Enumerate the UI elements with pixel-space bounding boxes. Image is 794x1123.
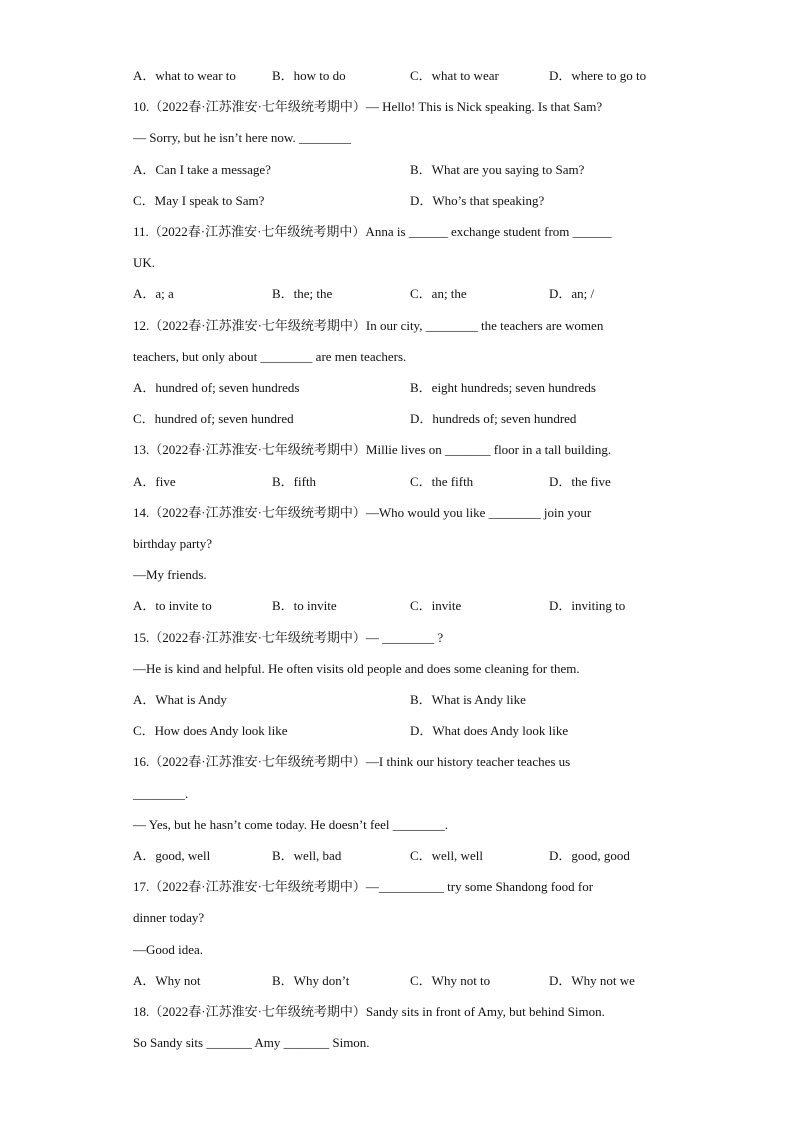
answer-options-row bbox=[133, 690, 663, 710]
answer-option: C．well, well bbox=[410, 848, 483, 863]
question-text-line: 14.（2022春·江苏淮安·七年级统考期中）—Who would you like ________ join your bbox=[133, 504, 592, 520]
question-text-line: 11.（2022春·江苏淮安·七年级统考期中）Anna is ______ exchange student from ______ bbox=[133, 224, 612, 239]
question-text-line: 13.（2022春·江苏淮安·七年级统考期中）Millie lives on _______ floor in a tall building. bbox=[133, 442, 612, 458]
answer-option: A．Can I take a message? bbox=[133, 161, 271, 177]
answer-options-row bbox=[133, 721, 663, 741]
question-text-line: teachers, but only about ________ are men teachers. bbox=[133, 348, 407, 364]
answer-option: D．where to go to bbox=[549, 68, 647, 83]
answer-option: B．eight hundreds; seven hundreds bbox=[410, 380, 596, 395]
question-text-line: 10.（2022春·江苏淮安·七年级统考期中）— Hello! This is Nick speaking. Is that Sam? bbox=[133, 99, 603, 115]
answer-option: D．good, good bbox=[549, 848, 630, 863]
answer-option: A．hundred of; seven hundreds bbox=[133, 380, 300, 395]
answer-option: D．the five bbox=[549, 473, 611, 489]
answer-option: C．hundred of; seven hundred bbox=[133, 411, 294, 427]
answer-option: B．Why don’t bbox=[272, 972, 350, 988]
answer-option: C．what to wear bbox=[410, 68, 499, 83]
question-text-line: —He is kind and helpful. He often visits old people and does some cleaning for them. bbox=[133, 660, 580, 676]
answer-option: A．Why not bbox=[133, 972, 201, 988]
question-text-line: 15.（2022春·江苏淮安·七年级统考期中）— ________ ? bbox=[133, 629, 444, 645]
question-text-line: So Sandy sits _______ Amy _______ Simon. bbox=[133, 1035, 370, 1051]
answer-option: A．What is Andy bbox=[133, 692, 227, 707]
answer-options-row bbox=[133, 596, 663, 616]
answer-options-row bbox=[133, 971, 663, 991]
answer-option: A．five bbox=[133, 473, 176, 489]
answer-option: D．Why not we bbox=[549, 972, 635, 988]
answer-option: B．to invite bbox=[272, 598, 337, 614]
answer-option: D．an; / bbox=[549, 286, 595, 302]
question-text-line: —Good idea. bbox=[133, 941, 204, 957]
answer-option: C．Why not to bbox=[410, 972, 491, 988]
answer-option: B．the; the bbox=[272, 286, 333, 302]
answer-option: B．how to do bbox=[272, 68, 346, 83]
question-text-line: 18.（2022春·江苏淮安·七年级统考期中）Sandy sits in front of Amy, but behind Simon. bbox=[133, 1004, 605, 1019]
answer-option: C．May I speak to Sam? bbox=[133, 192, 265, 208]
question-text-line: — Sorry, but he isn’t here now. ________ bbox=[133, 130, 351, 146]
answer-options-row bbox=[133, 160, 663, 180]
answer-option: B．fifth bbox=[272, 473, 317, 489]
answer-option: C．invite bbox=[410, 598, 462, 614]
answer-option: C．the fifth bbox=[410, 473, 474, 489]
answer-option: C．an; the bbox=[410, 286, 467, 302]
answer-option: A．to invite to bbox=[133, 598, 212, 614]
answer-options-row bbox=[133, 472, 663, 492]
question-text-line: 16.（2022春·江苏淮安·七年级统考期中）—I think our history teacher teaches us bbox=[133, 754, 571, 770]
answer-options-row bbox=[133, 284, 663, 304]
question-text-line: — Yes, but he hasn’t come today. He doesn’t feel ________. bbox=[133, 816, 448, 832]
answer-options-row bbox=[133, 66, 663, 86]
answer-options-row bbox=[133, 846, 663, 866]
answer-options-row bbox=[133, 378, 663, 398]
question-text-line: dinner today? bbox=[133, 910, 205, 926]
answer-option: B．well, bad bbox=[272, 848, 342, 863]
answer-option: B．What are you saying to Sam? bbox=[410, 161, 585, 177]
answer-option: D．What does Andy look like bbox=[410, 723, 569, 739]
answer-option: A．good, well bbox=[133, 848, 211, 863]
answer-option: D．Who’s that speaking? bbox=[410, 192, 545, 208]
answer-option: D．inviting to bbox=[549, 598, 626, 614]
answer-option: B．What is Andy like bbox=[410, 692, 526, 707]
answer-options-row bbox=[133, 191, 663, 211]
question-text-line: ________. bbox=[133, 785, 189, 801]
question-text-line: birthday party? bbox=[133, 536, 213, 551]
answer-option: A．a; a bbox=[133, 286, 174, 302]
answer-options-row bbox=[133, 409, 663, 429]
answer-option: C．How does Andy look like bbox=[133, 723, 288, 739]
answer-option: A．what to wear to bbox=[133, 68, 236, 83]
question-text-line: —My friends. bbox=[133, 567, 207, 583]
question-text-line: 17.（2022春·江苏淮安·七年级统考期中）—__________ try some Shandong food for bbox=[133, 879, 594, 895]
question-text-line: 12.（2022春·江苏淮安·七年级统考期中）In our city, ________ the teachers are women bbox=[133, 317, 604, 333]
question-text-line: UK. bbox=[133, 255, 156, 271]
answer-option: D．hundreds of; seven hundred bbox=[410, 411, 577, 427]
